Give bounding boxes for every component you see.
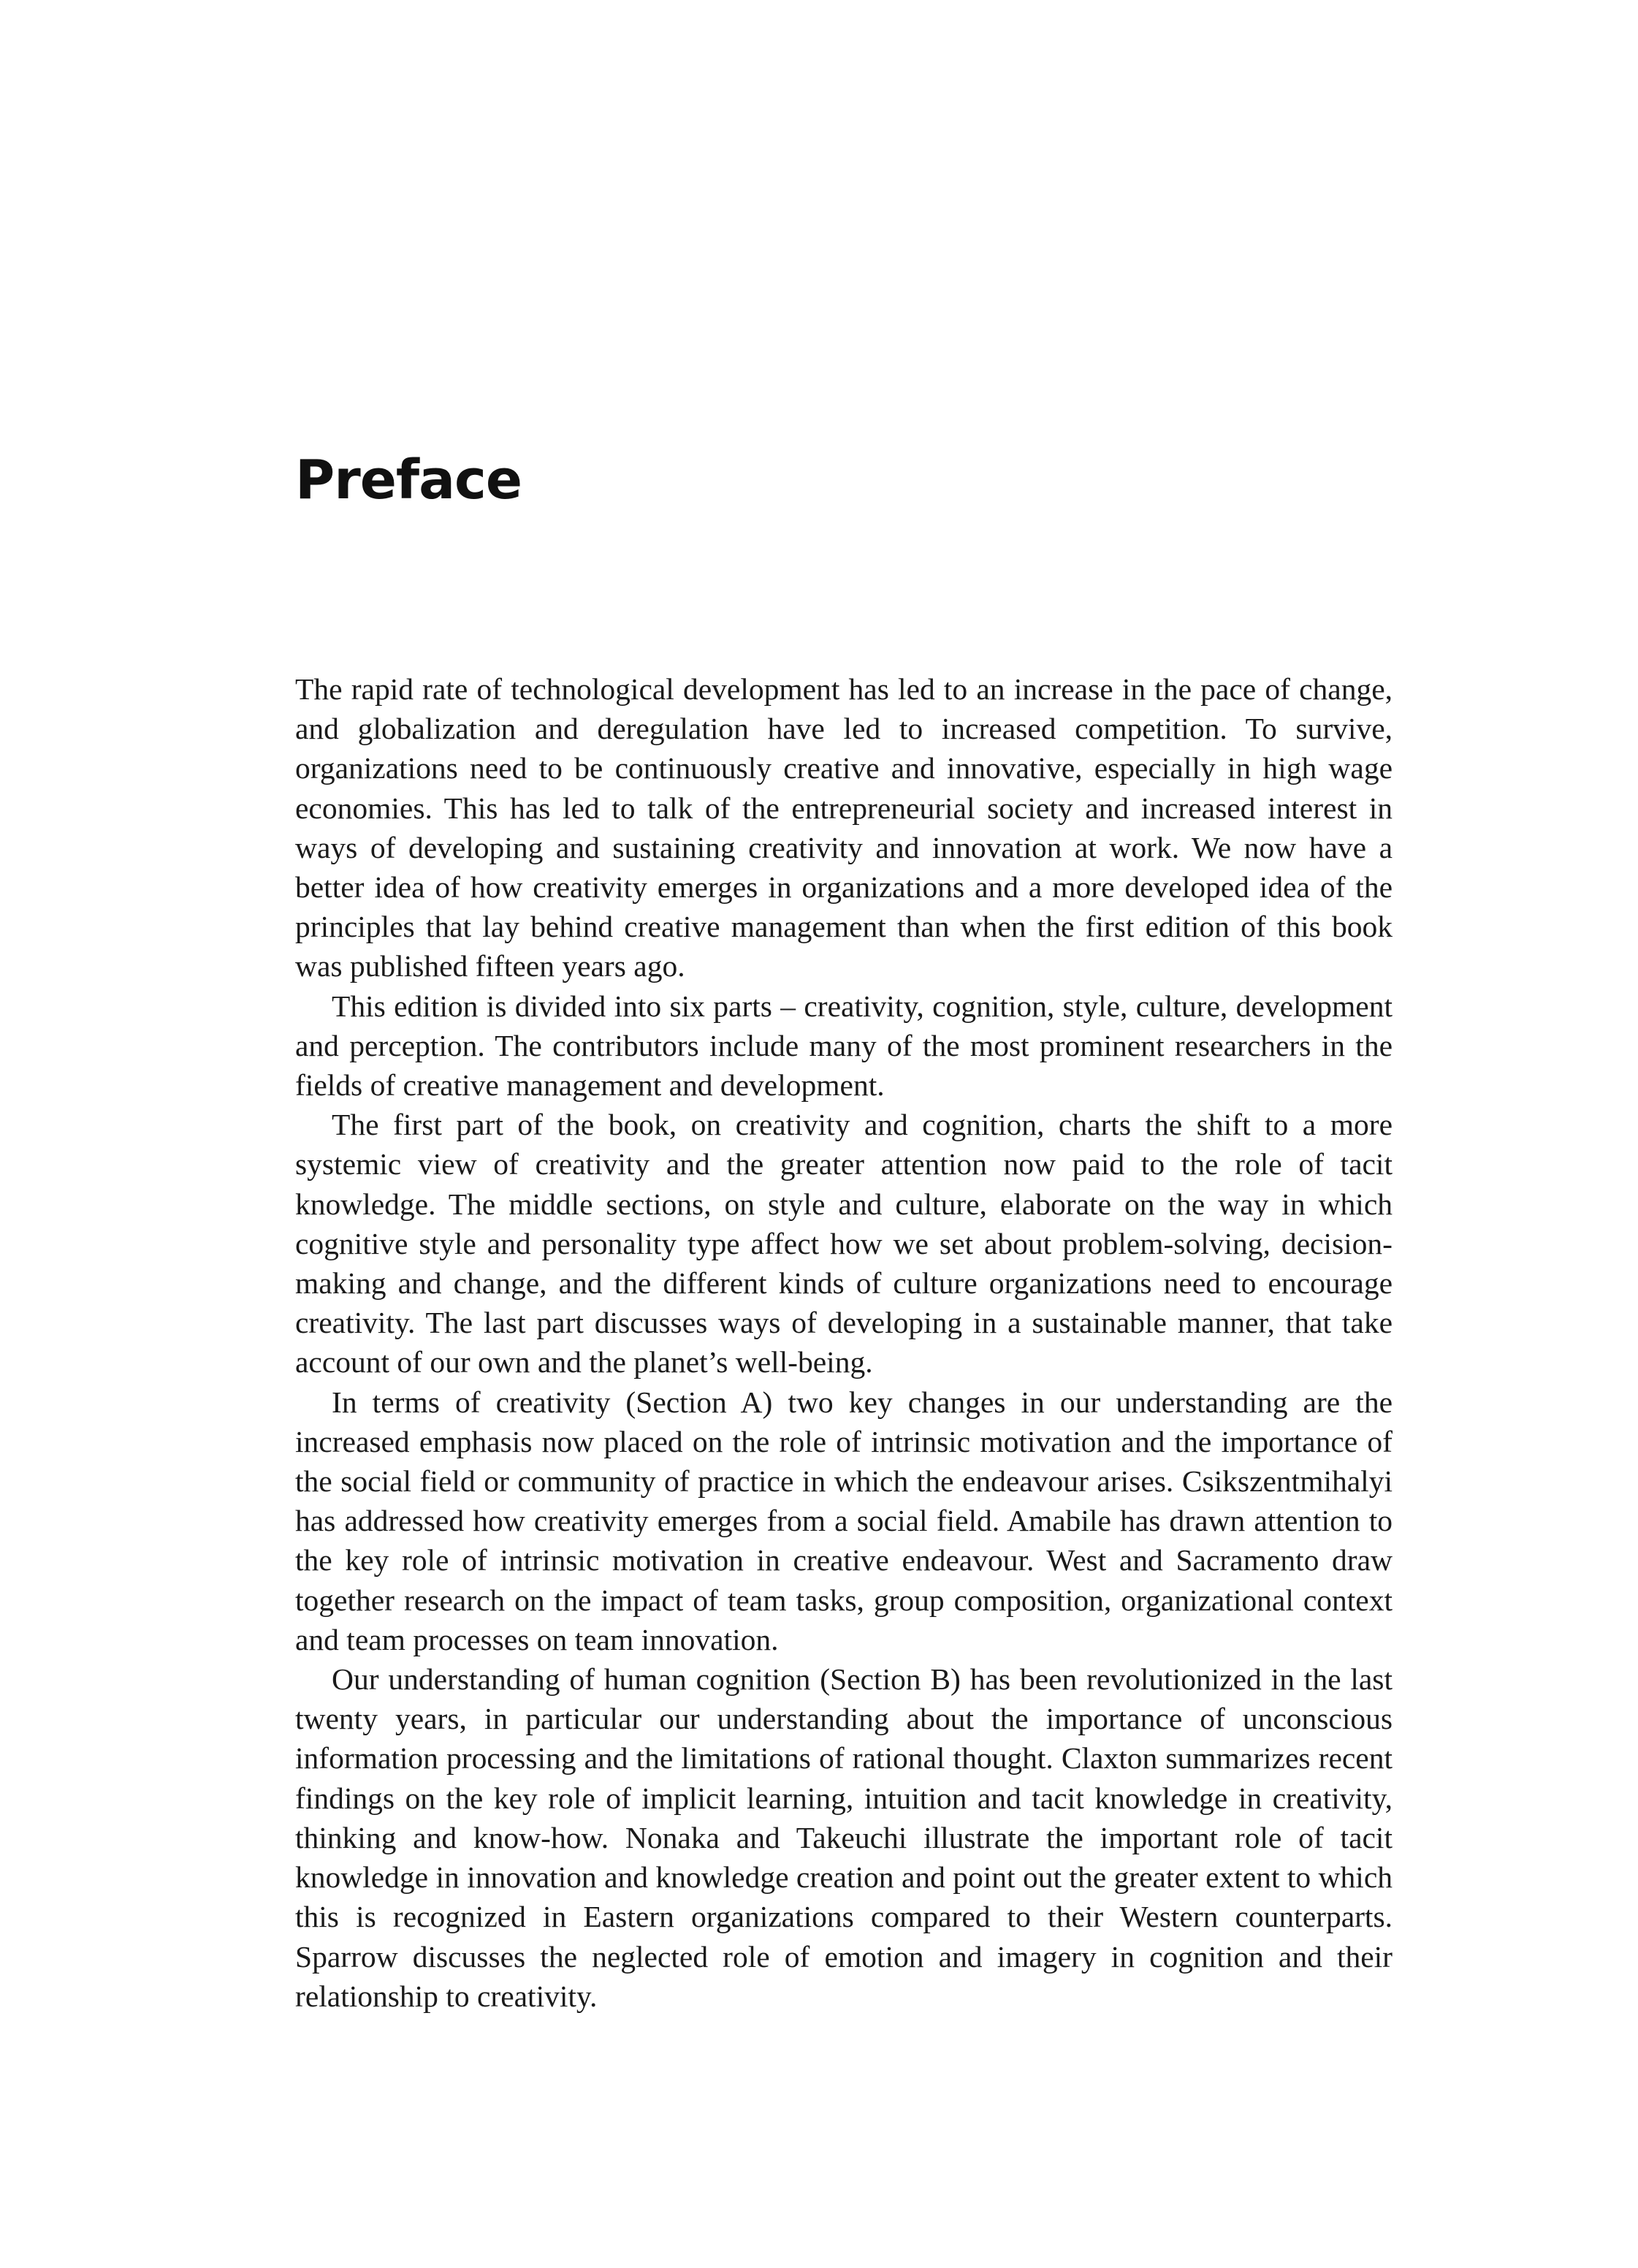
page-title: Preface	[295, 449, 522, 511]
paragraph-4: In terms of creativity (Section A) two key changes in our understanding are the increased emphasis now placed on the role of intrinsic motivation and the importance of the social field or community of practice in which the endeavour arises. Csikszentmihalyi has addressed how creativity emerges from a social field. Amabile has drawn attention to the key role of intrinsic motivation in creative endeavour. West and Sacramento draw together research on the impact of team tasks, group composition, organizational context and team processes on team innovation.	[295, 1385, 1393, 1656]
preface-body	[295, 669, 1393, 2016]
paragraph-1: The rapid rate of technological development has led to an increase in the pace of change, and globalization and deregulation have led to increased competition. To survive, organizations need to be continuously creative and innovative, especially in high wage economies. This has led to talk of the entrepreneurial society and increased interest in ways of developing and sustaining creativity and innovation at work. We now have a better idea of how creativity emerges in organizations and a more developed idea of the principles that lay behind creative management than when the first edition of this book was published fifteen years ago.	[295, 672, 1393, 983]
paragraph-3: The first part of the book, on creativity and cognition, charts the shift to a more systemic view of creativity and the greater attention now paid to the role of tacit knowledge. The middle sections, on style and culture, elaborate on the way in which cognitive style and personality type affect how we set about problem-solving, decision-making and change, and the different kinds of culture organizations need to encourage creativity. The last part discusses ways of developing in a sustainable manner, that take account of our own and the planet’s well-being.	[295, 1108, 1393, 1380]
paragraph-5: Our understanding of human cognition (Section B) has been revolutionized in the last twenty years, in particular our understanding about the importance of unconscious information processing and the limitations of rational thought. Claxton summarizes recent findings on the key role of implicit learning, intuition and tacit knowledge in creativity, thinking and know-how. Nonaka and Takeuchi illustrate the important role of tacit knowledge in innovation and knowledge creation and point out the greater extent to which this is recognized in Eastern organizations compared to their Western counterparts. Sparrow discusses the neglected role of emotion and imagery in cognition and their relationship to creativity.	[295, 1662, 1393, 2013]
paragraph-2: This edition is divided into six parts – creativity, cognition, style, culture, development and perception. The contributors include many of the most prominent researchers in the fields of creative management and development.	[295, 989, 1393, 1103]
